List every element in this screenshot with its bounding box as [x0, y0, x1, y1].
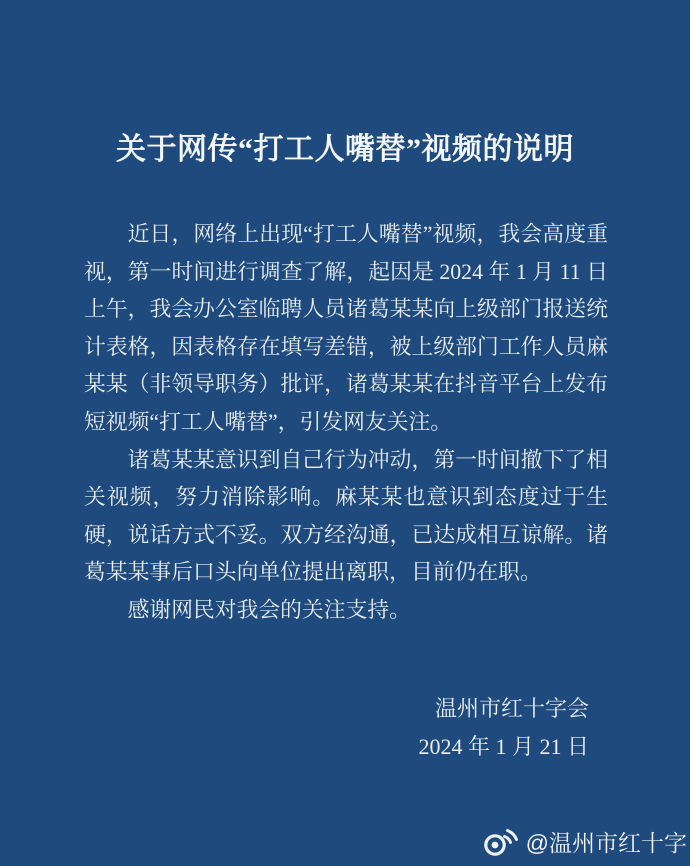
body-paragraph: 近日，网络上出现“打工人嘴替”视频，我会高度重视，第一时间进行调查了解，起因是 2024 年 1 月 11 日上午，我会办公室临聘人员诸葛某某向上级部门报送统计表格，因表格存在填写差错，被上级部门工作人员麻某某（非领导职务）批评，诸葛某某在抖音平台上发布短视频“打工人嘴替”，引发网友关注。 [84, 222, 608, 434]
weibo-watermark [483, 825, 687, 858]
watermark-handle: @温州市红十字 [525, 830, 687, 856]
body-paragraphs [84, 216, 608, 630]
body-paragraph: 诸葛某某意识到自己行为冲动，第一时间撤下了相关视频，努力消除影响。麻某某也意识到态度过于生硬，说话方式不妥。双方经沟通，已达成相互谅解。诸葛某某事后口头向单位提出离职，目前仍在职。 [84, 447, 608, 585]
body-paragraph: 感谢网民对我会的关注支持。 [127, 597, 411, 622]
page-title: 关于网传“打工人嘴替”视频的说明 [116, 133, 574, 166]
signature-date: 2024 年 1 月 21 日 [418, 734, 589, 759]
weibo-icon [483, 827, 519, 857]
signature-org: 温州市红十字会 [434, 696, 589, 721]
signature-block [418, 690, 589, 766]
